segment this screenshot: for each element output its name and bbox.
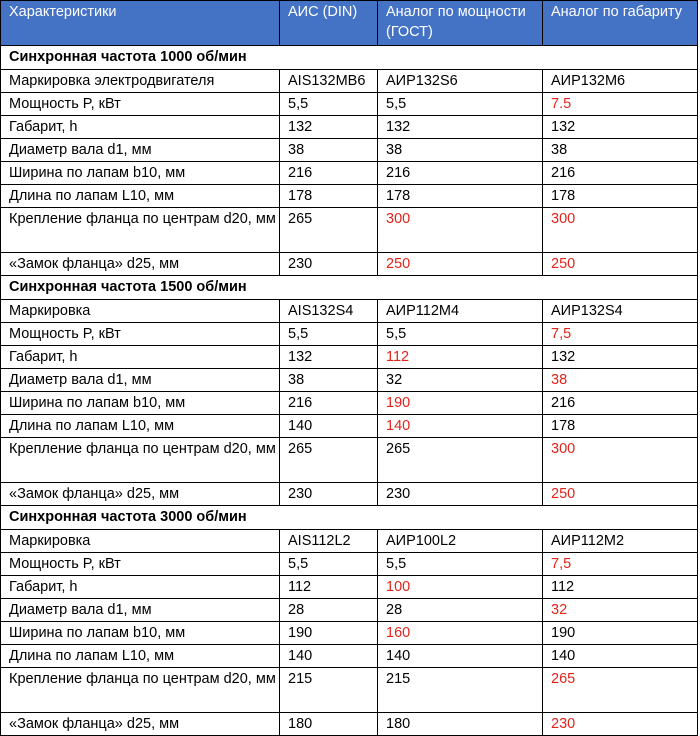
table-row: [1, 392, 698, 415]
table-row: [1, 668, 698, 713]
power-analog-value-cell: 230: [378, 483, 543, 506]
ais-value-cell: 132: [280, 116, 378, 139]
ais-value-cell: 265: [280, 438, 378, 483]
power-analog-value-cell: 250: [378, 253, 543, 276]
table-row: [1, 346, 698, 369]
table-row: [1, 369, 698, 392]
table-row: [1, 622, 698, 645]
power-analog-value-cell: 38: [378, 139, 543, 162]
table-row: [1, 415, 698, 438]
table-row: [1, 93, 698, 116]
ais-value-cell: 180: [280, 713, 378, 736]
header-row: [1, 1, 698, 46]
power-analog-value-cell: АИР112М4: [378, 300, 543, 323]
size-analog-value-cell: 140: [543, 645, 698, 668]
row-label-cell: Маркировка: [1, 530, 280, 553]
power-analog-value-cell: 140: [378, 415, 543, 438]
size-analog-value-cell: 250: [543, 253, 698, 276]
ais-value-cell: AIS132S4: [280, 300, 378, 323]
ais-value-cell: 190: [280, 622, 378, 645]
row-label-cell: Крепление фланца по центрам d20, мм: [1, 208, 280, 253]
table-row: [1, 645, 698, 668]
power-analog-value-cell: 112: [378, 346, 543, 369]
section-header-row: [1, 506, 698, 530]
table-row: [1, 162, 698, 185]
power-analog-value-cell: 32: [378, 369, 543, 392]
header-characteristics: Характеристики: [1, 1, 280, 46]
row-label-cell: Мощность P, кВт: [1, 323, 280, 346]
size-analog-value-cell: АИР132S4: [543, 300, 698, 323]
power-analog-value-cell: 215: [378, 668, 543, 713]
ais-value-cell: 28: [280, 599, 378, 622]
power-analog-value-cell: 160: [378, 622, 543, 645]
size-analog-value-cell: 38: [543, 369, 698, 392]
power-analog-value-cell: 180: [378, 713, 543, 736]
section-title: Синхронная частота 1000 об/мин: [1, 46, 698, 70]
size-analog-value-cell: АИР112М2: [543, 530, 698, 553]
ais-value-cell: 230: [280, 483, 378, 506]
power-analog-value-cell: АИР132S6: [378, 70, 543, 93]
row-label-cell: «Замок фланца» d25, мм: [1, 253, 280, 276]
row-label-cell: Длина по лапам L10, мм: [1, 185, 280, 208]
power-analog-value-cell: 5,5: [378, 93, 543, 116]
power-analog-value-cell: 5,5: [378, 323, 543, 346]
ais-value-cell: AIS112L2: [280, 530, 378, 553]
row-label-cell: Ширина по лапам b10, мм: [1, 162, 280, 185]
table-row: [1, 253, 698, 276]
power-analog-value-cell: 100: [378, 576, 543, 599]
row-label-cell: Мощность P, кВт: [1, 93, 280, 116]
table-row: [1, 323, 698, 346]
header-ais-din: АИС (DIN): [280, 1, 378, 46]
size-analog-value-cell: 250: [543, 483, 698, 506]
row-label-cell: «Замок фланца» d25, мм: [1, 713, 280, 736]
row-label-cell: Диаметр вала d1, мм: [1, 599, 280, 622]
header-power-analog: Аналог по мощности (ГОСТ): [378, 1, 543, 46]
ais-value-cell: 112: [280, 576, 378, 599]
table-row: [1, 185, 698, 208]
row-label-cell: Габарит, h: [1, 116, 280, 139]
power-analog-value-cell: 265: [378, 438, 543, 483]
ais-value-cell: 265: [280, 208, 378, 253]
ais-value-cell: 132: [280, 346, 378, 369]
row-label-cell: Длина по лапам L10, мм: [1, 645, 280, 668]
power-analog-value-cell: 178: [378, 185, 543, 208]
power-analog-value-cell: 132: [378, 116, 543, 139]
section-header-row: [1, 276, 698, 300]
row-label-cell: Габарит, h: [1, 576, 280, 599]
ais-value-cell: 5,5: [280, 553, 378, 576]
row-label-cell: Маркировка: [1, 300, 280, 323]
ais-value-cell: 215: [280, 668, 378, 713]
section-title: Синхронная частота 1500 об/мин: [1, 276, 698, 300]
power-analog-value-cell: 190: [378, 392, 543, 415]
size-analog-value-cell: 178: [543, 415, 698, 438]
ais-value-cell: 178: [280, 185, 378, 208]
size-analog-value-cell: 38: [543, 139, 698, 162]
size-analog-value-cell: 300: [543, 208, 698, 253]
size-analog-value-cell: 112: [543, 576, 698, 599]
size-analog-value-cell: 7.5: [543, 93, 698, 116]
row-label-cell: «Замок фланца» d25, мм: [1, 483, 280, 506]
ais-value-cell: 216: [280, 162, 378, 185]
size-analog-value-cell: 265: [543, 668, 698, 713]
power-analog-value-cell: 216: [378, 162, 543, 185]
power-analog-value-cell: 28: [378, 599, 543, 622]
table-row: [1, 576, 698, 599]
size-analog-value-cell: 132: [543, 116, 698, 139]
row-label-cell: Крепление фланца по центрам d20, мм: [1, 438, 280, 483]
section-title: Синхронная частота 3000 об/мин: [1, 506, 698, 530]
size-analog-value-cell: 190: [543, 622, 698, 645]
size-analog-value-cell: 7,5: [543, 323, 698, 346]
row-label-cell: Ширина по лапам b10, мм: [1, 392, 280, 415]
table-row: [1, 139, 698, 162]
row-label-cell: Мощность P, кВт: [1, 553, 280, 576]
row-label-cell: Диаметр вала d1, мм: [1, 139, 280, 162]
table-row: [1, 599, 698, 622]
row-label-cell: Крепление фланца по центрам d20, мм: [1, 668, 280, 713]
table-row: [1, 530, 698, 553]
ais-value-cell: 216: [280, 392, 378, 415]
size-analog-value-cell: 230: [543, 713, 698, 736]
ais-value-cell: 140: [280, 415, 378, 438]
size-analog-value-cell: 7,5: [543, 553, 698, 576]
size-analog-value-cell: 216: [543, 392, 698, 415]
table-row: [1, 70, 698, 93]
ais-value-cell: 38: [280, 139, 378, 162]
table-body: [1, 46, 698, 736]
table-row: [1, 208, 698, 253]
row-label-cell: Диаметр вала d1, мм: [1, 369, 280, 392]
table-row: [1, 300, 698, 323]
table-row: [1, 116, 698, 139]
power-analog-value-cell: 300: [378, 208, 543, 253]
table-row: [1, 483, 698, 506]
ais-value-cell: 38: [280, 369, 378, 392]
ais-value-cell: 5,5: [280, 323, 378, 346]
section-header-row: [1, 46, 698, 70]
row-label-cell: Ширина по лапам b10, мм: [1, 622, 280, 645]
power-analog-value-cell: 140: [378, 645, 543, 668]
size-analog-value-cell: АИР132М6: [543, 70, 698, 93]
power-analog-value-cell: 5,5: [378, 553, 543, 576]
size-analog-value-cell: 300: [543, 438, 698, 483]
table-row: [1, 553, 698, 576]
size-analog-value-cell: 132: [543, 346, 698, 369]
row-label-cell: Длина по лапам L10, мм: [1, 415, 280, 438]
ais-value-cell: 140: [280, 645, 378, 668]
ais-value-cell: 230: [280, 253, 378, 276]
table-row: [1, 438, 698, 483]
ais-value-cell: AIS132MB6: [280, 70, 378, 93]
table-row: [1, 713, 698, 736]
size-analog-value-cell: 216: [543, 162, 698, 185]
header-size-analog: Аналог по габариту: [543, 1, 698, 46]
row-label-cell: Габарит, h: [1, 346, 280, 369]
size-analog-value-cell: 178: [543, 185, 698, 208]
size-analog-value-cell: 32: [543, 599, 698, 622]
ais-value-cell: 5,5: [280, 93, 378, 116]
row-label-cell: Маркировка электродвигателя: [1, 70, 280, 93]
power-analog-value-cell: АИР100L2: [378, 530, 543, 553]
